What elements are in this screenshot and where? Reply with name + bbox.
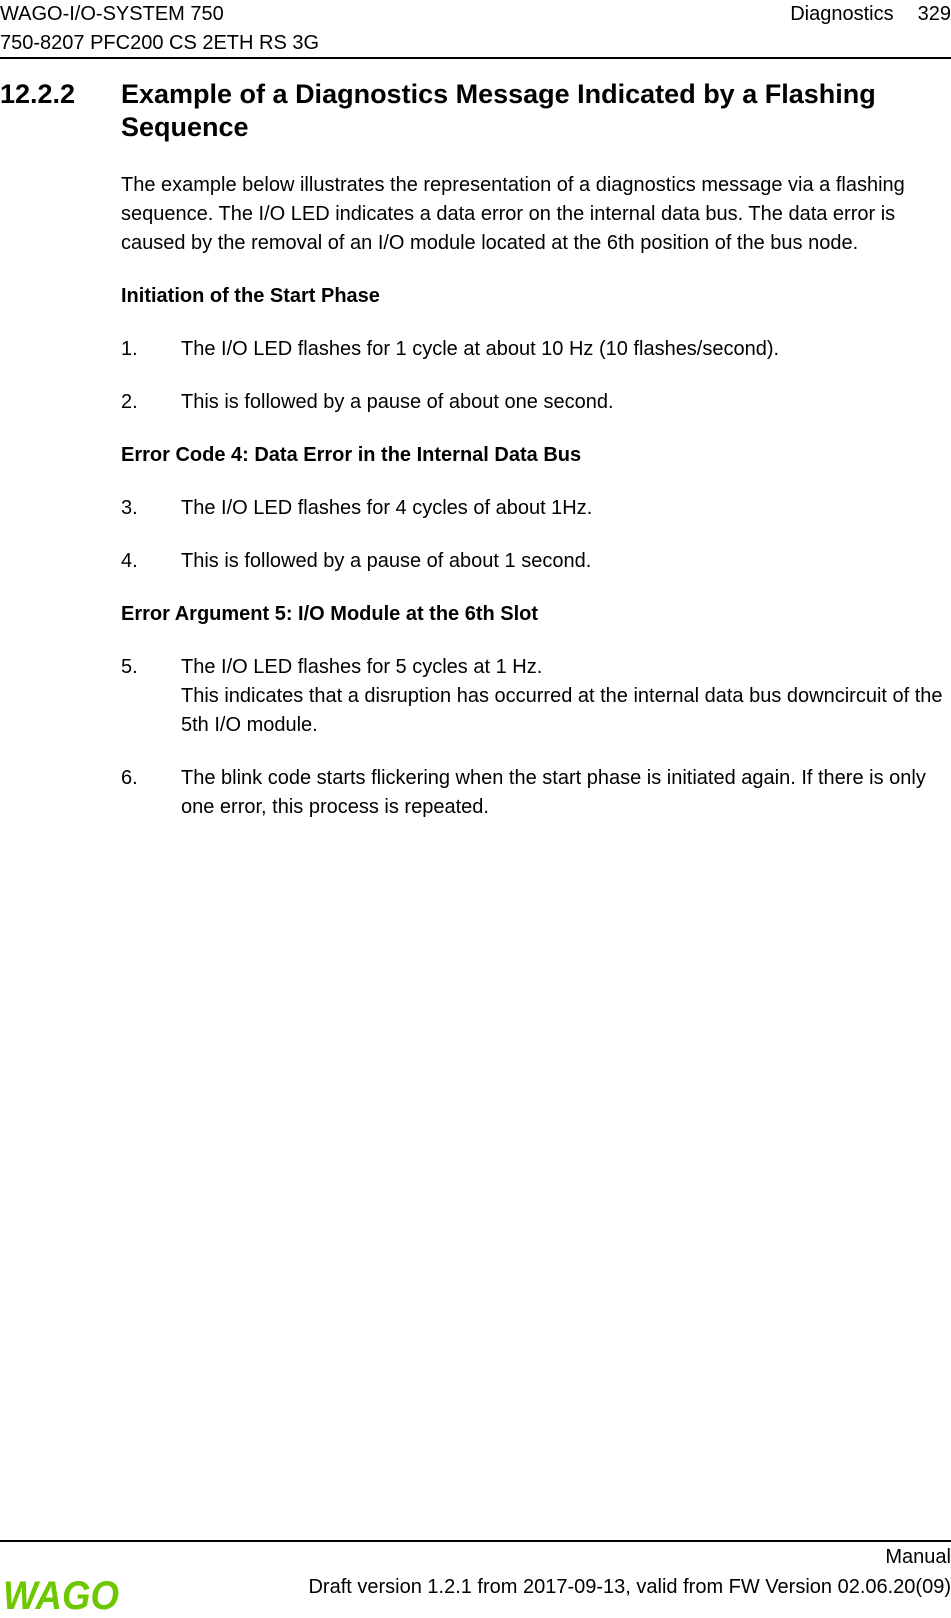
- running-header-right: [790, 0, 951, 29]
- step-text: [181, 653, 951, 740]
- step-number: 2.: [121, 391, 138, 413]
- page-number: 329: [917, 3, 951, 25]
- step-text-line: The I/O LED flashes for 5 cycles at 1 Hz.: [181, 656, 543, 678]
- step-text: The I/O LED flashes for 4 cycles of about 1Hz.: [181, 497, 593, 519]
- header-section: Diagnostics: [790, 3, 894, 25]
- step-number: 1.: [121, 338, 138, 360]
- list-item: [121, 494, 951, 523]
- list-item: [121, 388, 951, 417]
- step-number: 5.: [121, 656, 138, 678]
- step-text: The I/O LED flashes for 1 cycle at about 10 Hz (10 flashes/second).: [181, 338, 780, 360]
- heading-number: 12.2.2: [0, 79, 76, 109]
- list-item: [121, 764, 951, 822]
- running-header-left: [0, 0, 319, 58]
- footer-draft-version: Draft version 1.2.1 from 2017-09-13, valid from FW Version 02.06.20(09): [308, 1576, 951, 1598]
- subsection-title-error-code: Error Code 4: Data Error in the Internal Data Bus: [121, 444, 582, 466]
- header-system: WAGO-I/O-SYSTEM 750: [0, 3, 224, 25]
- subsection-title-error-argument: Error Argument 5: I/O Module at the 6th Slot: [121, 603, 539, 625]
- body-text: [121, 171, 951, 846]
- footer-divider: [0, 1540, 951, 1542]
- header-divider: [0, 57, 951, 59]
- list-item: [121, 547, 951, 576]
- step-text: This is followed by a pause of about 1 second.: [181, 550, 592, 572]
- header-product: 750-8207 PFC200 CS 2ETH RS 3G: [0, 32, 320, 54]
- step-text: This is followed by a pause of about one second.: [181, 391, 614, 413]
- list-item: [121, 653, 951, 740]
- step-number: 6.: [121, 767, 138, 789]
- step-text-line: This indicates that a disruption has occurred at the internal data bus downcircuit of the 5th I/O module.: [181, 685, 943, 736]
- wago-logo: [0, 1573, 122, 1617]
- wago-logo-text: WAGO: [3, 1574, 119, 1617]
- step-number: 4.: [121, 550, 138, 572]
- subsection-title-start-phase: Initiation of the Start Phase: [121, 285, 380, 307]
- intro-paragraph: The example below illustrates the representation of a diagnostics message via a flashing sequence. The I/O LED indicates a data error on the internal data bus. The data error is caused by the removal of an I/O module located at the 6th position of the bus node.: [121, 174, 905, 254]
- step-number: 3.: [121, 497, 138, 519]
- heading-title: Example of a Diagnostics Message Indicated by a Flashing Sequence: [121, 79, 876, 142]
- step-text: The blink code starts flickering when the start phase is initiated again. If there is only one error, this process is repeated.: [181, 767, 926, 818]
- list-item: [121, 335, 951, 364]
- footer-document-type: Manual: [885, 1546, 951, 1568]
